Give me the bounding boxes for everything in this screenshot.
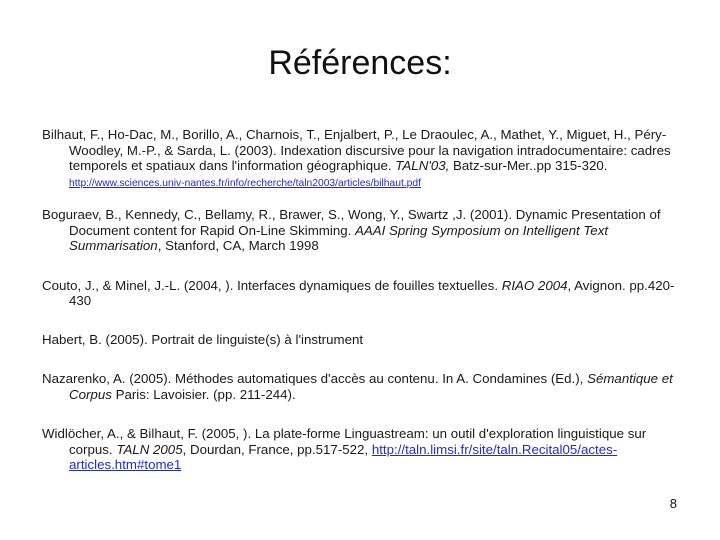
reference-venue: TALN 2005 xyxy=(116,441,183,457)
reference-item xyxy=(42,278,682,309)
slide-title: Références: xyxy=(268,44,452,82)
reference-details: Batz-sur-Mer..pp 315-320. xyxy=(449,158,608,173)
reference-item xyxy=(42,426,682,473)
reference-text: Boguraev, B., Kennedy, C., Bellamy, R., Brawer, S., Wong, Y., Swartz ,J. (2001). Dynamic Presentation of Document content for Rapid On-Line Skimming. xyxy=(42,207,661,238)
reference-venue: RIAO 2004 xyxy=(501,277,568,293)
reference-text: Bilhaut, F., Ho-Dac, M., Borillo, A., Charnois, T., Enjalbert, P., Le Draoulec, A., Mathet, Y., Miguet, H., Péry-Woodley, M.-P., & Sarda, L. (2003). Indexation discursive pour la navigation intradocumentaire: cadres temporels et spatiaux dans l'information géographique. xyxy=(42,127,671,173)
reference-venue: AAAI Spring Symposium on Intelligent Text Summarisation xyxy=(69,222,609,253)
page-number: 8 xyxy=(669,496,677,511)
reference-details: , Dourdan, France, pp.517-522, xyxy=(182,441,372,457)
reference-venue: TALN'03, xyxy=(395,158,450,173)
reference-link[interactable]: http://www.sciences.univ-nantes.fr/info/recherche/taln2003/articles/bilhaut.pdf xyxy=(69,177,421,189)
reference-text: Habert, B. (2005). Portrait de linguiste(s) à l'instrument xyxy=(42,331,364,347)
reference-item xyxy=(42,371,682,402)
reference-venue: Sémantique et Corpus xyxy=(69,371,673,402)
reference-list xyxy=(42,127,682,473)
reference-item xyxy=(42,127,682,191)
reference-item xyxy=(42,207,682,254)
reference-details: , Stanford, CA, March 1998 xyxy=(157,238,319,253)
reference-text: Couto, J., & Minel, J.-L. (2004, ). Interfaces dynamiques de fouilles textuelles. xyxy=(42,277,502,293)
reference-item xyxy=(42,332,682,348)
reference-details: Paris: Lavoisier. (pp. 211-244). xyxy=(111,386,296,402)
reference-text: Nazarenko, A. (2005). Méthodes automatiques d'accès au contenu. In A. Condamines (Ed.), xyxy=(42,371,588,386)
reference-details: , Avignon. pp.420-430 xyxy=(69,277,675,308)
reference-text: Widlöcher, A., & Bilhaut, F. (2005, ). La plate-forme Linguastream: un outil d'exploration linguistique sur corpus. xyxy=(42,426,647,457)
reference-link[interactable]: http://taln.limsi.fr/site/taln.Recital05/actes-articles.htm#tome1 xyxy=(69,441,618,472)
